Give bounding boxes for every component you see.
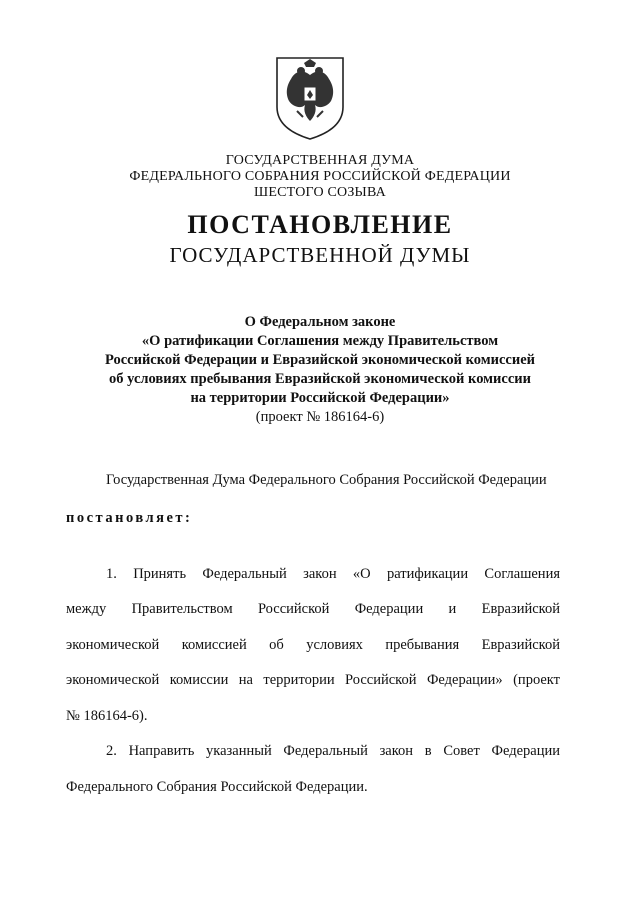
subject-line-5: на территории Российской Федерации» — [190, 390, 450, 406]
item-1-line-1: 1. Принять Федеральный закон «О ратификации Соглашения — [106, 566, 560, 582]
subject-line-3: Российской Федерации и Евразийской экономической комиссией — [104, 352, 536, 368]
item-1-line-4: экономической комиссии на территории Российской Федерации» (проект — [66, 672, 560, 688]
item-2-line-2: Федерального Собрания Российской Федерации. — [66, 779, 368, 795]
preamble-text: Государственная Дума Федерального Собрания Российской Федерации — [106, 472, 547, 488]
decree-word: постановляет: — [66, 510, 193, 526]
subject-line-4: об условиях пребывания Евразийской экономической комиссии — [109, 371, 531, 387]
item-2-line-1: 2. Направить указанный Федеральный закон в Совет Федерации — [106, 743, 560, 759]
document-title: ПОСТАНОВЛЕНИЕ — [187, 210, 453, 239]
header-line-2: ФЕДЕРАЛЬНОГО СОБРАНИЯ РОССИЙСКОЙ ФЕДЕРАЦИИ — [129, 169, 511, 184]
item-1-line-3: экономической комиссией об условиях пребывания Евразийской — [66, 637, 560, 653]
coat-of-arms-emblem — [273, 55, 347, 141]
subject-line-1: О Федеральном законе — [244, 314, 396, 330]
subject-block — [0, 313, 640, 427]
subject-line-2: «О ратификации Соглашения между Правительством — [141, 333, 499, 349]
header-line-1: ГОСУДАРСТВЕННАЯ ДУМА — [225, 153, 415, 168]
document-subtitle: ГОСУДАРСТВЕННОЙ ДУМЫ — [169, 243, 471, 267]
header-line-3: ШЕСТОГО СОЗЫВА — [254, 185, 386, 200]
project-number: (проект № 186164-6) — [255, 409, 385, 425]
item-1-line-2: между Правительством Российской Федерации и Евразийской — [66, 601, 560, 617]
item-1-line-5: № 186164-6). — [66, 708, 148, 724]
